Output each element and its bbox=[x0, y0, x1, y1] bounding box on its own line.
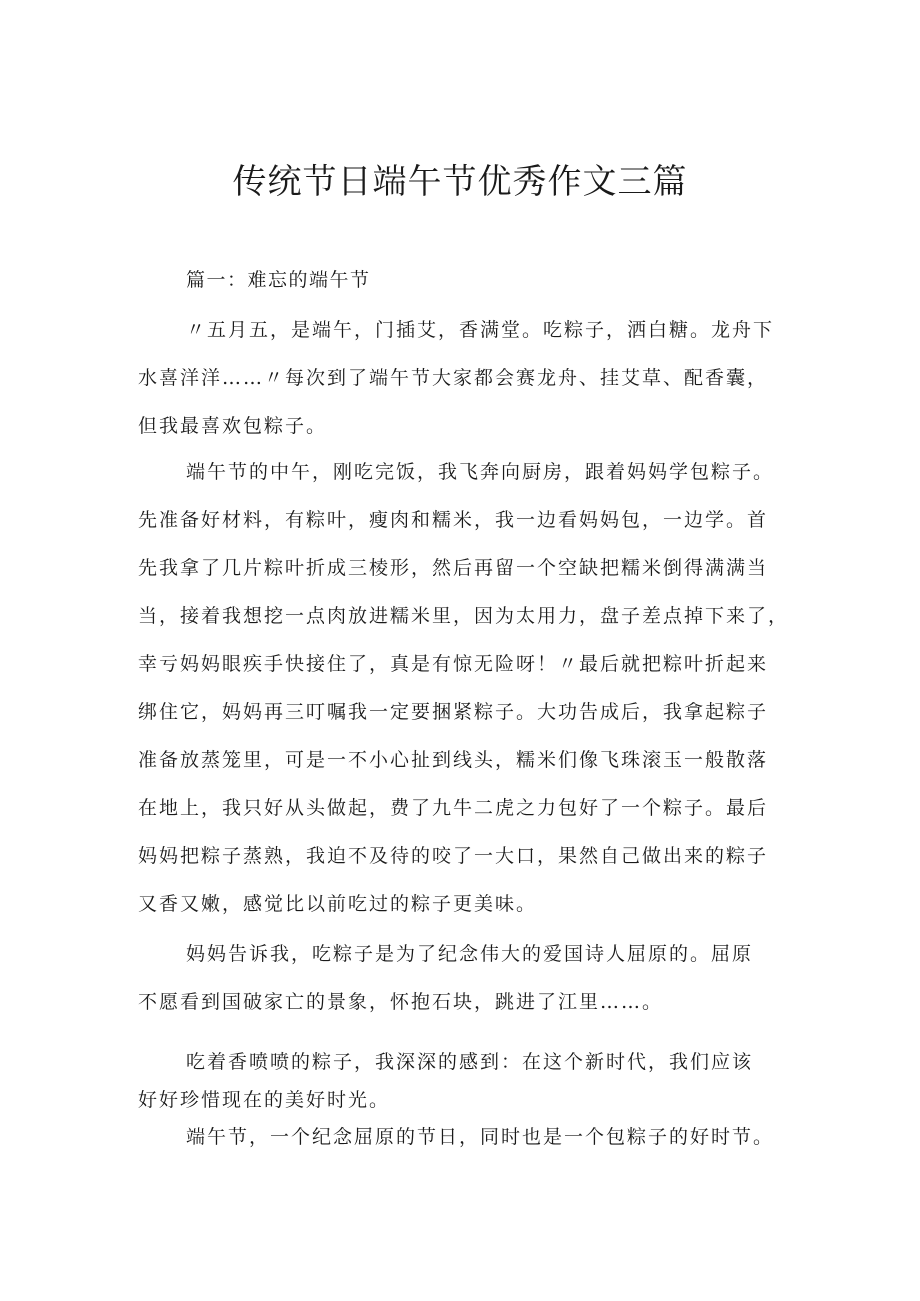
paragraph-line: 妈妈把粽子蒸熟，我迫不及待的咬了一大口，果然自己做出来的粽子 bbox=[138, 845, 769, 867]
paragraph-1 bbox=[138, 306, 808, 450]
paragraph-line: 又香又嫩，感觉比以前吃过的粽子更美味。 bbox=[138, 893, 538, 915]
paragraph-line: 但我最喜欢包粽子。 bbox=[138, 415, 328, 437]
document-title: 传统节日端午节优秀作文三篇 bbox=[232, 162, 688, 202]
paragraph-line: 在地上，我只好从头做起，费了九牛二虎之力包好了一个粽子。最后 bbox=[138, 797, 769, 819]
paragraph-line: 水喜洋洋……〃每次到了端午节大家都会赛龙舟、挂艾草、配香囊， bbox=[138, 367, 769, 389]
paragraph-4 bbox=[138, 1043, 808, 1119]
paragraph-line: 好好珍惜现在的美好时光。 bbox=[138, 1089, 391, 1111]
paragraph-line: 端午节，一个纪念屈原的节日，同时也是一个包粽子的好时节。 bbox=[186, 1126, 775, 1148]
paragraph-line: 〃五月五，是端午，门插艾，香满堂。吃粽子，洒白糖。龙舟下 bbox=[186, 319, 775, 341]
paragraph-line: 先我拿了几片粽叶折成三棱形，然后再留一个空缺把糯米倒得满满当 bbox=[138, 557, 769, 579]
paragraph-line: 准备放蒸笼里，可是一不小心扯到线头，糯米们像飞珠滚玉一般散落 bbox=[138, 749, 769, 771]
section-heading: 篇一：难忘的端午节 bbox=[186, 269, 371, 291]
paragraph-line: 不愿看到国破家亡的景象，怀抱石块，跳进了江里……。 bbox=[138, 991, 664, 1013]
paragraph-line: 吃着香喷喷的粽子，我深深的感到：在这个新时代，我们应该 bbox=[186, 1051, 754, 1073]
paragraph-3 bbox=[138, 930, 808, 1026]
paragraph-line: 先准备好材料，有粽叶，瘦肉和糯米，我一边看妈妈包，一边学。首 bbox=[138, 509, 769, 531]
paragraph-line: 端午节的中午，刚吃完饭，我飞奔向厨房，跟着妈妈学包粽子。 bbox=[186, 461, 775, 483]
paragraph-line: 妈妈告诉我，吃粽子是为了纪念伟大的爱国诗人屈原的。屈原 bbox=[186, 943, 754, 965]
paragraph-line: 当，接着我想挖一点肉放进糯米里，因为太用力，盘子差点掉下来了， bbox=[138, 605, 790, 627]
paragraph-line: 幸亏妈妈眼疾手快接住了，真是有惊无险呀！〃最后就把粽叶折起来 bbox=[138, 653, 769, 675]
paragraph-2 bbox=[138, 448, 808, 928]
paragraph-5 bbox=[138, 1113, 808, 1161]
paragraph-line: 绑住它，妈妈再三叮嘱我一定要捆紧粽子。大功告成后，我拿起粽子 bbox=[138, 701, 769, 723]
